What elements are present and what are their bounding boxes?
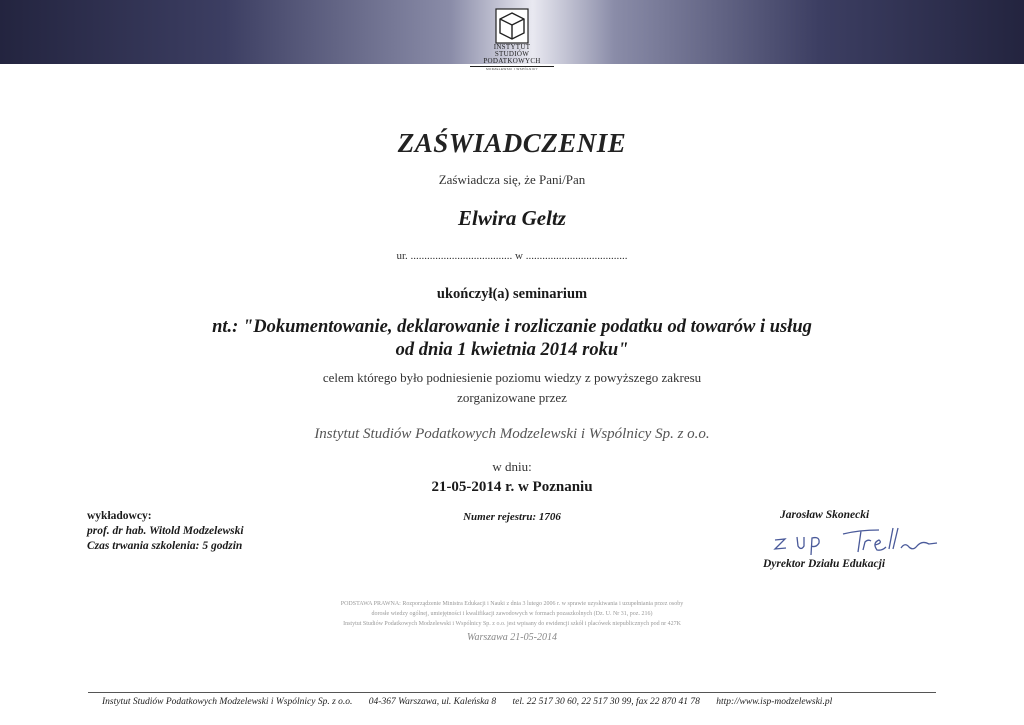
cube-logo-icon [495,8,529,44]
lecturers-block [87,509,244,554]
footer-address: 04-367 Warszawa, ul. Kaleńska 8 [368,697,497,707]
handwritten-signature [767,524,947,558]
organized-by-label: zorganizowane przez [457,390,567,405]
logo-line-4: MODZELEWSKI I WSPÓLNICY [486,67,538,71]
institute-name: Instytut Studiów Podatkowych Modzelewski i Wspólnicy Sp. z o.o. [314,426,710,442]
on-day-label: w dniu: [492,459,532,474]
legal-basis-line-2: dorosłe wiedzy ogólnej, umiejętności i kwalifikacji zawodowych w formach pozaszkolnych (Dz. U. Nr 31, poz. 216) [371,611,653,617]
purpose-text: celem którego było podniesienie poziomu wiedzy z powyższego zakresu [322,370,702,385]
footer-website[interactable]: http://www.isp-modzelewski.pl [716,697,833,707]
logo-line-1: INSTYTUT [493,43,531,51]
footer-company: Instytut Studiów Podatkowych Modzelewski i Wspólnicy Sp. z o.o. [102,697,353,707]
signatory-title: Dyrektor Działu Edukacji [763,558,886,570]
lecturers-label: wykładowcy: [87,510,152,522]
issue-place-date: Warszawa 21-05-2014 [467,632,557,643]
completed-seminar: ukończył(a) seminarium [436,286,588,302]
isp-logo [470,8,554,90]
lecturer-name: prof. dr hab. Witold Modzelewski [87,525,244,537]
legal-basis-line-3: Instytut Studiów Podatkowych Modzelewski i Wspólnicy Sp. z o.o. jest wpisany do ewidencji szkół i placówek niepublicznych pod nr 427K [343,621,681,627]
legal-basis-line-1: PODSTAWA PRAWNA: Rozporządzenie Ministra Edukacji i Nauki z dnia 3 lutego 2006 r. w sprawie uzyskiwania i uzupełniania przez osoby [340,601,684,607]
signatory-name: Jarosław Skonecki [780,509,870,521]
seminar-topic-line-2: od dnia 1 kwietnia 2014 roku" [395,340,629,360]
birth-line: ur. ..................................... w ..................................... [396,250,628,262]
footer-divider [88,692,936,693]
date-place: 21-05-2014 r. w Poznaniu [431,479,593,495]
recipient-name: Elwira Geltz [458,206,566,230]
registry-number: Numer rejestru: 1706 [463,511,561,523]
training-duration: Czas trwania szkolenia: 5 godzin [87,540,243,552]
certificate-title: ZAŚWIADCZENIE [397,128,627,158]
intro-text: Zaświadcza się, że Pani/Pan [438,172,586,187]
seminar-topic-line-1: nt.: "Dokumentowanie, deklarowanie i rozliczanie podatku od towarów i usług [212,317,812,337]
logo-line-2: STUDIÓW [494,50,530,58]
footer-phones: tel. 22 517 30 60, 22 517 30 99, fax 22 870 41 78 [512,697,700,707]
footer [102,697,832,707]
logo-line-3: PODATKOWYCH [470,58,554,67]
